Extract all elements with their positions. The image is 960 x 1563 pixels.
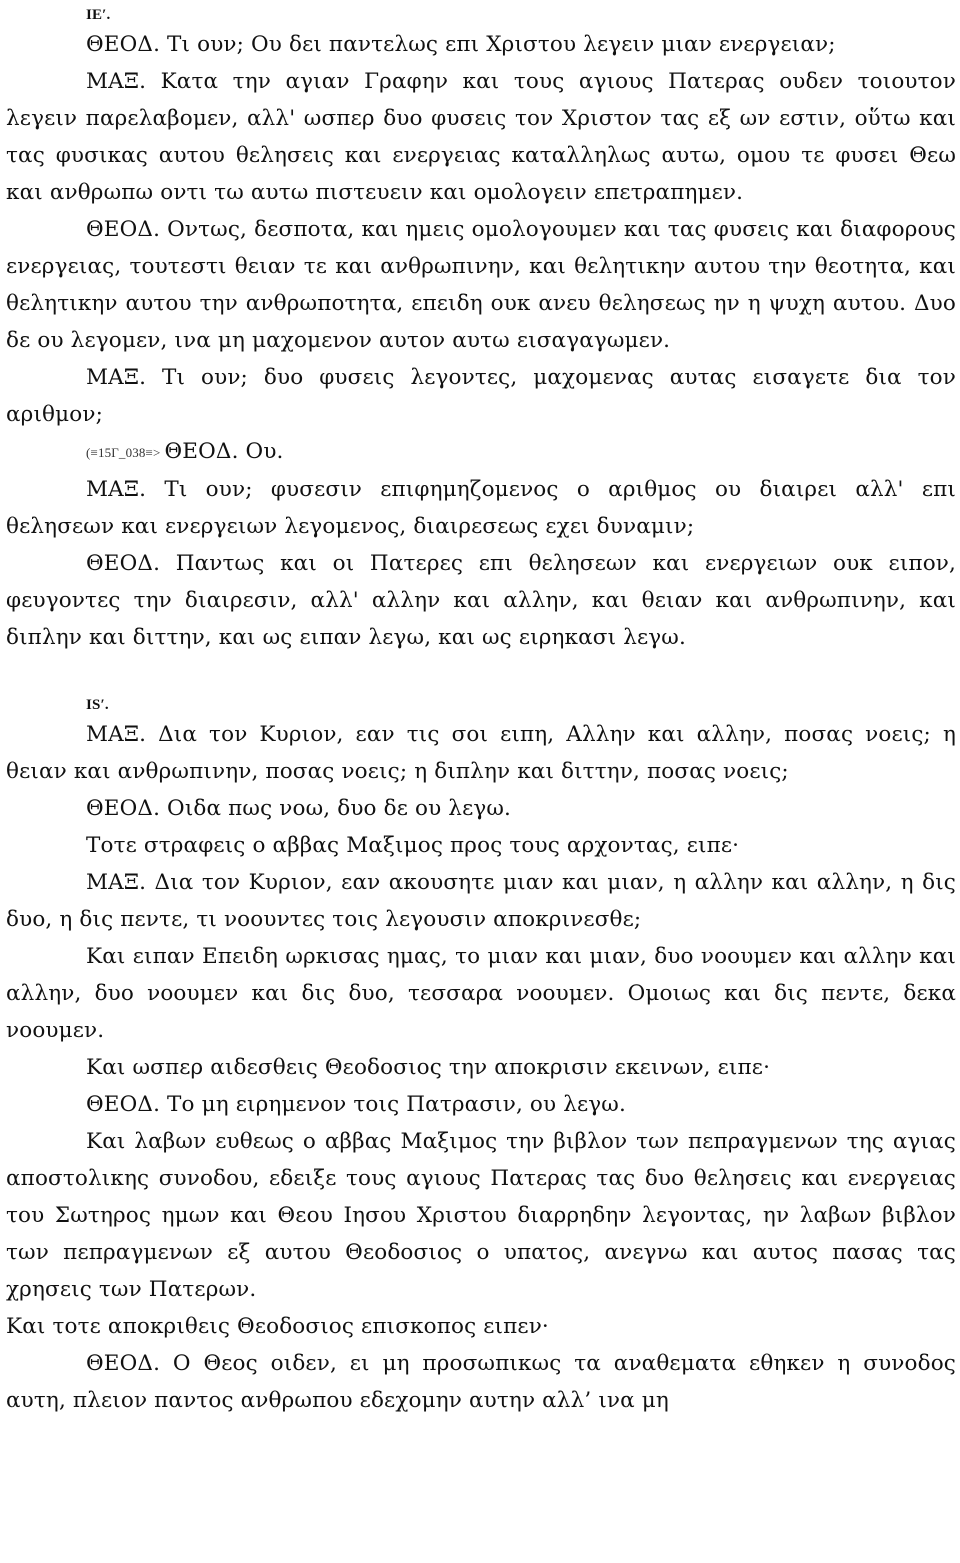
paragraph-narration-1: Τοτε στραφεις ο αββας Μαξιμος προς τους αρχοντας, ειπε· <box>86 833 740 858</box>
paragraph-narration-4: Και τοτε αποκριθεις Θεοδοσιος επισκοπος ειπεν· <box>6 1314 549 1339</box>
paragraph-max-reply-1: ΜΑΞ. Κατα την αγιαν Γραφην και τους αγιους Πατερας ουδεν τοιουτον λεγειν παρελαβομεν, αλλ' ωσπερ δυο φυσεις τον Χριστον τας εξ ων εστιν, οὕτω και τας φυσικας αυτου θελησεις και ενεργειας καταλληλως αυτω, ομου τε φυσει Θεω και ανθρωπω οντι τω αυτω πιστευειν και ομολογειν επετραπημεν. <box>6 69 956 205</box>
paragraph-narration-2: Και ωσπερ αιδεσθεις Θεοδοσιος την αποκρισιν εκεινων, ειπε· <box>86 1055 771 1080</box>
paragraph-max-reply-4: ΜΑΞ. Δια τον Κυριον, εαν τις σοι ειπη, Αλλην και αλλην, ποσας νοεις; η θειαν και ανθρωπινην, ποσας νοεις; η διπλην και διττην, ποσας νοεις; <box>6 722 956 784</box>
paragraph-archons-reply: Και ειπαν Επειδη ωρκισας ημας, το μιαν και μιαν, δυο νοουμεν και αλλην και αλλην, δυο νοουμεν και δις δυο, τεσσαρα νοουμεν. Ομοιως και δις πεντε, δεκα νοουμεν. <box>6 944 956 1043</box>
paragraph-theod-reply-2: ΘΕΟΔ. Παντως και οι Πατερες επι θελησεων και ενεργειων ουκ ειπον, φευγοντες την διαιρεσιν, αλλ' αλλην και αλλην, και θειαν και ανθρωπινην, και διπλην και διττην, και ως ειπαν λεγω, και ως ειρηκασι λεγω. <box>6 551 956 650</box>
paragraph-narration-3: Και λαβων ευθεως ο αββας Μαξιμος την βιβλον των πεπραγμενων της αγιας αποστολικης συνοδου, εδειξε τους αγιους Πατερας τας δυο θελησεις και ενεργειας του Σωτηρος ημων και Θεου Ιησου Χριστου διαρρηδην λεγοντας, ην λαβων βιβλον των πεπραγμενων εξ αυτου Θεοδοσιος ο υπατος, ανεγνω και αυτος πασας τας χρησεις των Πατερων. <box>6 1129 956 1302</box>
paragraph-max-reply-3: ΜΑΞ. Τι ουν; φυσεσιν επιφημηζομενος ο αριθμος ου διαιρει αλλ' επι θελησεων και ενεργειων λεγομενος, διαιρεσεως εχει δυναμιν; <box>6 477 956 539</box>
paragraph-theod-ou <box>6 433 956 471</box>
theod-ou-text: ΘΕΟΔ. Ου. <box>164 439 284 464</box>
page-marker: (≡15Γ_038≡> <box>86 445 161 460</box>
paragraph-theod-reply-4: ΘΕΟΔ. Το μη ειρημενον τοις Πατρασιν, ου λεγω. <box>86 1092 626 1117</box>
paragraph-theod-reply-5: ΘΕΟΔ. Ο Θεος οιδεν, ει μη προσωπικως τα αναθεματα εθηκεν η συνοδος αυτη, πλειον παντος ανθρωπου εδεχομην αυτην αλλ’ ινα μη <box>6 1351 956 1413</box>
paragraph-max-reply-2: ΜΑΞ. Τι ουν; δυο φυσεις λεγοντες, μαχομενας αυτας εισαγετε δια τον αριθμον; <box>6 365 956 427</box>
section-label-15: ΙΕʹ. <box>86 7 111 23</box>
paragraph-theod-reply-1: ΘΕΟΔ. Οντως, δεσποτα, και ημεις ομολογουμεν και τας φυσεις και διαφορους ενεργειας, τουτεστι θειαν τε και ανθρωπινην, και θελητικην αυτου την θεοτητα, και θελητικην αυτου την ανθρωποτητα, επειδη ουκ ανευ θελησεως ην η ψυχη αυτου. Δυο δε ου λεγομεν, ινα μη μαχομενον αυτον αυτω εισαγαγωμεν. <box>6 217 956 353</box>
section-label-16: ΙSʹ. <box>86 697 109 713</box>
paragraph-max-reply-5: ΜΑΞ. Δια τον Κυριον, εαν ακουσητε μιαν και μιαν, η αλλην και αλλην, η δις δυο, η δις πεντε, τι νοουντες τοις λεγουσιν αποκρινεσθε; <box>6 870 956 932</box>
paragraph-theod-question: ΘΕΟΔ. Τι ουν; Ου δει παντελως επι Χριστου λεγειν μιαν ενεργειαν; <box>86 32 836 57</box>
paragraph-theod-reply-3: ΘΕΟΔ. Οιδα πως νοω, δυο δε ου λεγω. <box>86 796 512 821</box>
